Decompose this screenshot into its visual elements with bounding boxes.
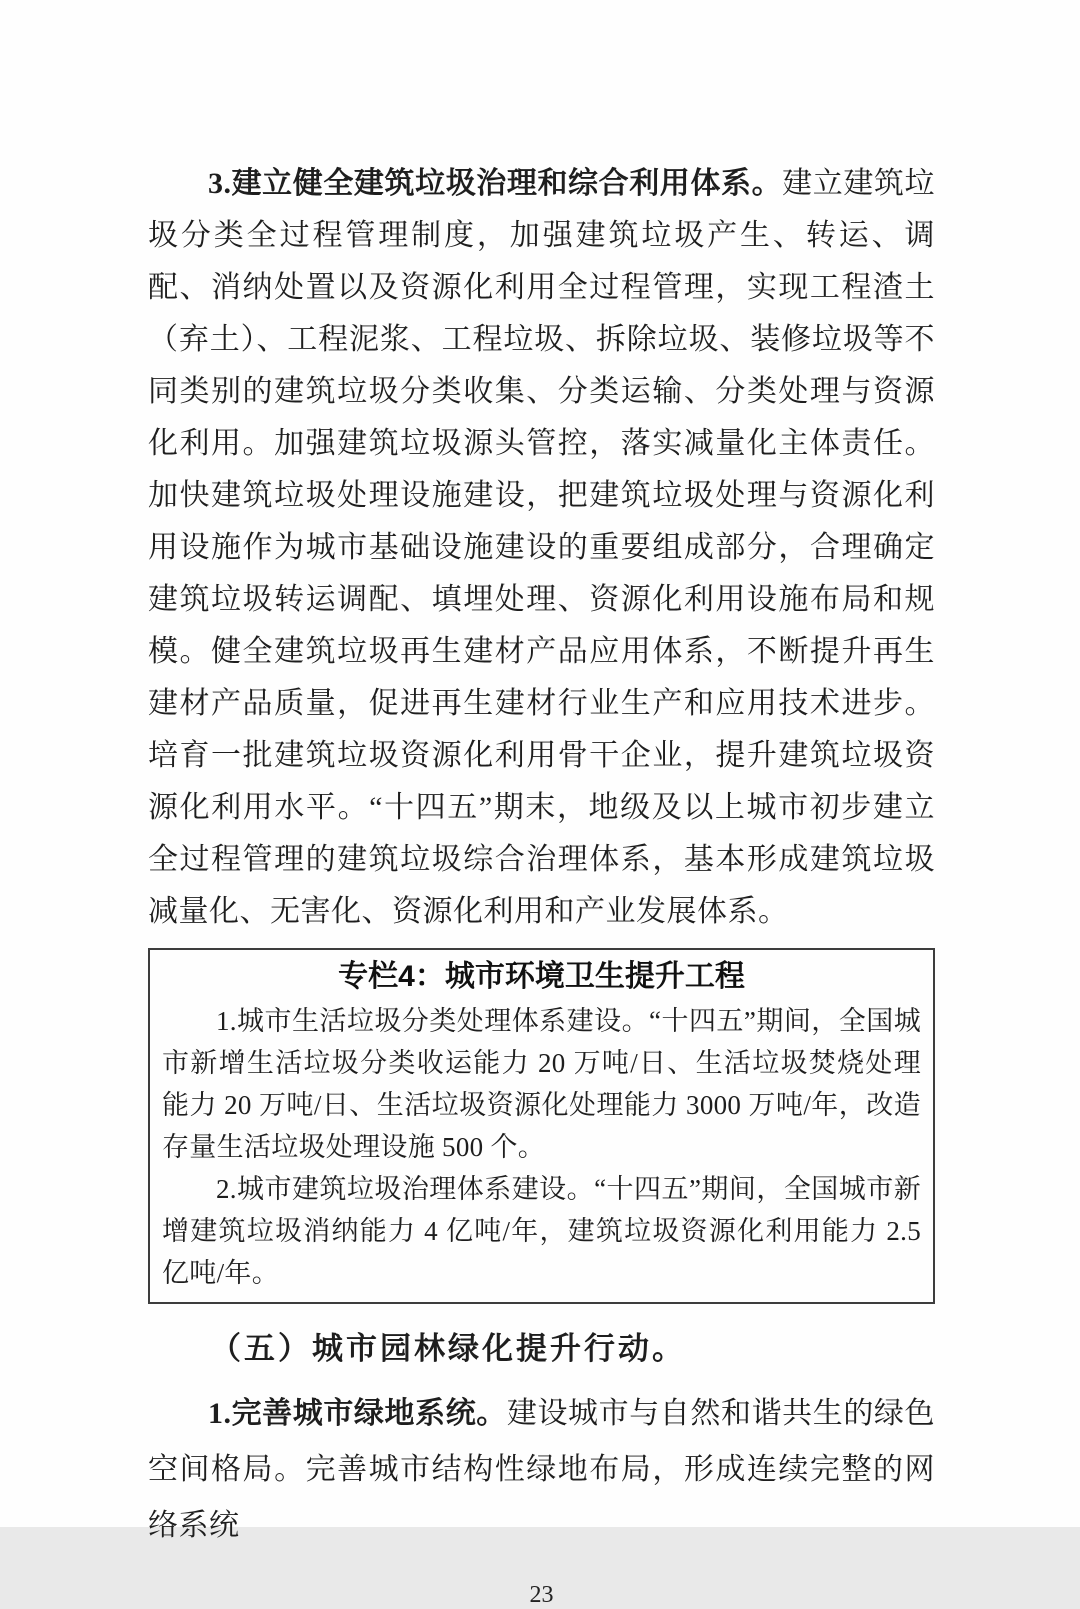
paragraph-green-space-body: 建设城市与自然和谐共生的绿色空间格局。完善城市结构性绿地布局，形成连续完整的网络系统 xyxy=(148,1397,936,1542)
box-item-1-body: “十四五”期间，全国城市新增生活垃圾分类收运能力 20 万吨/日、生活垃圾焚烧处理能力 20 万吨/日、生活垃圾资源化处理能力 3000 万吨/年，改造存量生活垃圾处理设施 500 个。 xyxy=(162,1006,921,1162)
box-item-2-body: “十四五”期间，全国城市新增建筑垃圾消纳能力 4 亿吨/年，建筑垃圾资源化利用能力 2.5 亿吨/年。 xyxy=(162,1174,921,1288)
section-heading-5: （五）城市园林绿化提升行动。 xyxy=(210,1331,686,1366)
paragraph-body: 建立建筑垃圾分类全过程管理制度，加强建筑垃圾产生、转运、调配、消纳处置以及资源化利用全过程管理，实现工程渣土（弃土）、工程泥浆、工程垃圾、拆除垃圾、装修垃圾等不同类别的建筑垃圾分类收集、分类运输、分类处理与资源化利用。加强建筑垃圾源头管控，落实减量化主体责任。加快建筑垃圾处理设施建设，把建筑垃圾处理与资源化利用设施作为城市基础设施建设的重要组成部分，合理确定建筑垃圾转运调配、填埋处理、资源化利用设施布局和规模。健全建筑垃圾再生建材产品应用体系，不断提升再生建材产品质量，促进再生建材行业生产和应用技术进步。培育一批建筑垃圾资源化利用骨干企业，提升建筑垃圾资源化利用水平。“十四五”期末，地级及以上城市初步建立全过程管理的建筑垃圾综合治理体系，基本形成建筑垃圾减量化、无害化、资源化利用和产业发展体系。 xyxy=(148,167,936,928)
box-item-1-lead: 1.城市生活垃圾分类处理体系建设。 xyxy=(216,1006,650,1036)
highlight-box-column4 xyxy=(148,948,935,1304)
paragraph-construction-waste xyxy=(148,158,935,938)
box-item-2 xyxy=(162,1168,921,1294)
box-title: 专栏4：城市环境卫生提升工程 xyxy=(338,960,745,993)
box-item-2-lead: 2.城市建筑垃圾治理体系建设。 xyxy=(216,1174,595,1204)
page-number: 23 xyxy=(529,1582,554,1608)
paragraph-green-space-lead: 1.完善城市绿地系统。 xyxy=(208,1397,507,1430)
paragraph-green-space xyxy=(148,1386,935,1554)
box-item-1 xyxy=(162,1000,921,1168)
paragraph-lead: 3.建立健全建筑垃圾治理和综合利用体系。 xyxy=(208,167,783,200)
